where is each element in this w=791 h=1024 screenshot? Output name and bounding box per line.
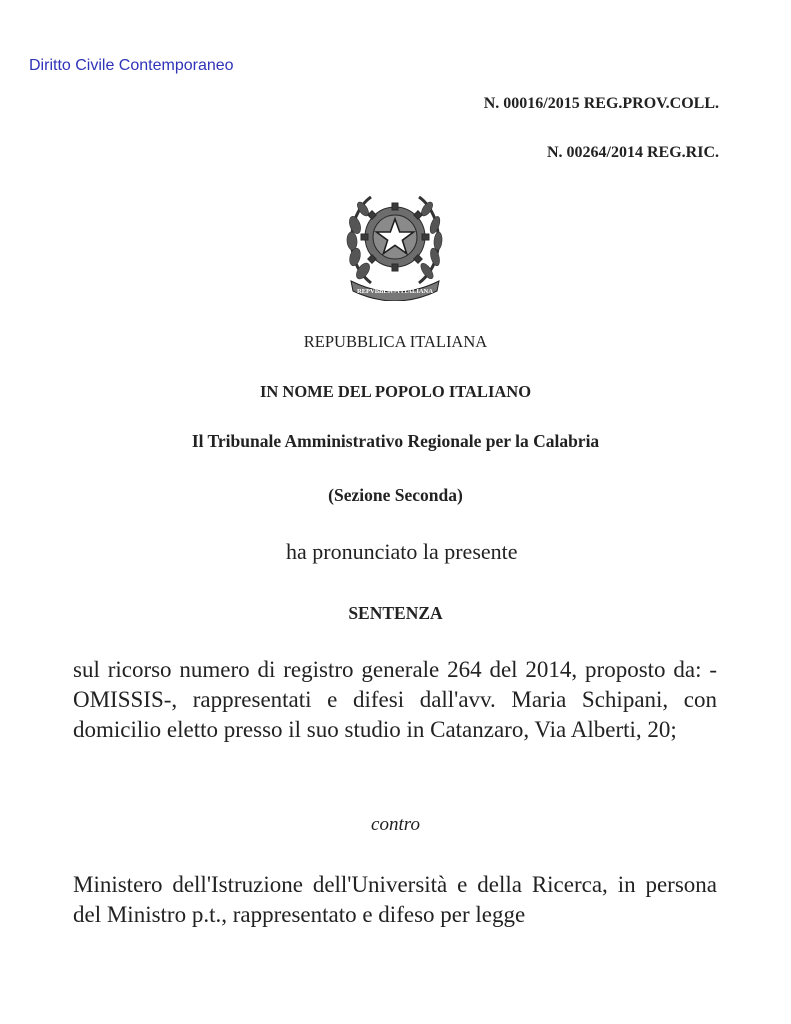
italian-republic-emblem-icon xyxy=(341,185,449,301)
ministero-paragraph: Ministero dell'Istruzione dell'Università e della Ricerca, in persona del Ministro p.t., rappresentato e difeso per legge xyxy=(73,872,717,927)
svg-text:REPVBBLICA ITALIANA: REPVBBLICA ITALIANA xyxy=(357,288,433,295)
pronunciato-line: ha pronunciato la presente xyxy=(286,539,518,564)
contro-label: contro xyxy=(371,814,420,835)
court-name: Il Tribunale Amministrativo Regionale per la Calabria xyxy=(191,431,600,451)
republic-heading: REPUBBLICA ITALIANA xyxy=(303,332,488,351)
section-name: (Sezione Seconda) xyxy=(328,485,463,505)
watermark-link[interactable]: Diritto Civile Contemporaneo xyxy=(29,57,234,74)
reg-ric-number: N. 00264/2014 REG.RIC. xyxy=(546,144,719,161)
in-nome-heading: IN NOME DEL POPOLO ITALIANO xyxy=(259,382,532,401)
sentenza-heading: SENTENZA xyxy=(348,603,443,623)
ricorso-paragraph: sul ricorso numero di registro generale 264 del 2014, proposto da: -OMISSIS-, rappresentati e difesi dall'avv. Maria Schipani, con domicilio eletto presso il suo studio in Catanzaro, Via Alberti, 20; xyxy=(73,657,717,742)
reg-prov-number: N. 00016/2015 REG.PROV.COLL. xyxy=(483,95,719,112)
